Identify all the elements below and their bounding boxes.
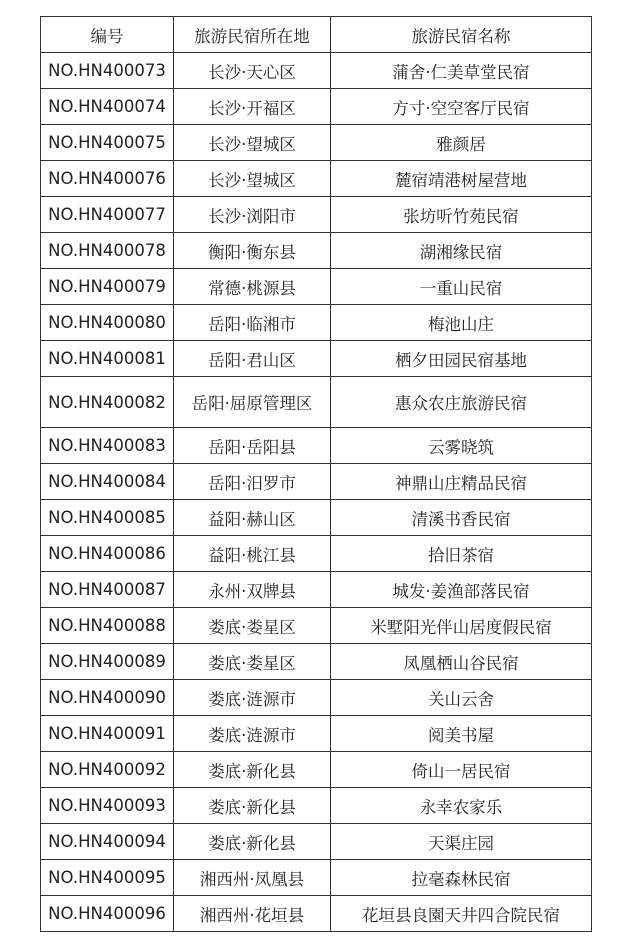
cell-location: 衡阳·衡东县 xyxy=(174,233,331,269)
cell-name: 张坊听竹苑民宿 xyxy=(331,197,592,233)
cell-number: NO.HN400080 xyxy=(41,305,174,341)
table-row xyxy=(41,896,592,932)
header-name: 旅游民宿名称 xyxy=(331,17,592,53)
cell-name: 麓宿靖港树屋营地 xyxy=(331,161,592,197)
cell-number: NO.HN400082 xyxy=(41,377,174,428)
cell-number: NO.HN400076 xyxy=(41,161,174,197)
cell-name: 凤凰栖山谷民宿 xyxy=(331,644,592,680)
cell-number: NO.HN400093 xyxy=(41,788,174,824)
cell-location: 常德·桃源县 xyxy=(174,269,331,305)
table-row xyxy=(41,341,592,377)
cell-name: 天渠庄园 xyxy=(331,824,592,860)
cell-name: 方寸·空空客厅民宿 xyxy=(331,89,592,125)
cell-name: 花垣县良園天井四合院民宿 xyxy=(331,896,592,932)
cell-number: NO.HN400091 xyxy=(41,716,174,752)
cell-location: 娄底·娄星区 xyxy=(174,608,331,644)
cell-name: 拉毫森林民宿 xyxy=(331,860,592,896)
homestay-table xyxy=(40,16,592,932)
table-row xyxy=(41,233,592,269)
table-body xyxy=(41,53,592,932)
cell-name: 蒲舍·仁美草堂民宿 xyxy=(331,53,592,89)
cell-name: 米墅阳光伴山居度假民宿 xyxy=(331,608,592,644)
cell-name: 城发·姜渔部落民宿 xyxy=(331,572,592,608)
cell-number: NO.HN400074 xyxy=(41,89,174,125)
cell-location: 娄底·新化县 xyxy=(174,752,331,788)
cell-number: NO.HN400077 xyxy=(41,197,174,233)
cell-number: NO.HN400094 xyxy=(41,824,174,860)
table-header-row xyxy=(41,17,592,53)
table-row xyxy=(41,500,592,536)
cell-number: NO.HN400081 xyxy=(41,341,174,377)
table-row xyxy=(41,572,592,608)
cell-location: 娄底·新化县 xyxy=(174,788,331,824)
table-row xyxy=(41,377,592,428)
cell-location: 娄底·新化县 xyxy=(174,824,331,860)
table-row xyxy=(41,680,592,716)
cell-location: 湘西州·凤凰县 xyxy=(174,860,331,896)
cell-location: 岳阳·君山区 xyxy=(174,341,331,377)
cell-name: 雅颜居 xyxy=(331,125,592,161)
cell-name: 云雾晓筑 xyxy=(331,428,592,464)
cell-location: 长沙·望城区 xyxy=(174,125,331,161)
table-row xyxy=(41,608,592,644)
cell-number: NO.HN400083 xyxy=(41,428,174,464)
cell-location: 岳阳·屈原管理区 xyxy=(174,377,331,428)
cell-number: NO.HN400090 xyxy=(41,680,174,716)
cell-location: 岳阳·汨罗市 xyxy=(174,464,331,500)
cell-location: 永州·双牌县 xyxy=(174,572,331,608)
cell-name: 拾旧茶宿 xyxy=(331,536,592,572)
cell-number: NO.HN400087 xyxy=(41,572,174,608)
cell-location: 岳阳·岳阳县 xyxy=(174,428,331,464)
table-row xyxy=(41,161,592,197)
cell-location: 长沙·望城区 xyxy=(174,161,331,197)
table-row xyxy=(41,464,592,500)
cell-number: NO.HN400095 xyxy=(41,860,174,896)
cell-name: 一重山民宿 xyxy=(331,269,592,305)
cell-number: NO.HN400092 xyxy=(41,752,174,788)
cell-number: NO.HN400073 xyxy=(41,53,174,89)
table-row xyxy=(41,716,592,752)
cell-name: 梅池山庄 xyxy=(331,305,592,341)
table-row xyxy=(41,428,592,464)
cell-location: 益阳·桃江县 xyxy=(174,536,331,572)
cell-location: 湘西州·花垣县 xyxy=(174,896,331,932)
header-location: 旅游民宿所在地 xyxy=(174,17,331,53)
cell-name: 阅美书屋 xyxy=(331,716,592,752)
cell-location: 益阳·赫山区 xyxy=(174,500,331,536)
table-row xyxy=(41,644,592,680)
cell-number: NO.HN400078 xyxy=(41,233,174,269)
table-row xyxy=(41,305,592,341)
table-row xyxy=(41,53,592,89)
cell-location: 岳阳·临湘市 xyxy=(174,305,331,341)
table-row xyxy=(41,269,592,305)
cell-name: 湖湘缘民宿 xyxy=(331,233,592,269)
cell-number: NO.HN400075 xyxy=(41,125,174,161)
cell-number: NO.HN400089 xyxy=(41,644,174,680)
table-row xyxy=(41,860,592,896)
cell-name: 倚山一居民宿 xyxy=(331,752,592,788)
table-row xyxy=(41,752,592,788)
cell-location: 长沙·天心区 xyxy=(174,53,331,89)
table-row xyxy=(41,89,592,125)
cell-location: 长沙·浏阳市 xyxy=(174,197,331,233)
table-row xyxy=(41,824,592,860)
table-row xyxy=(41,536,592,572)
cell-number: NO.HN400084 xyxy=(41,464,174,500)
cell-number: NO.HN400085 xyxy=(41,500,174,536)
cell-name: 关山云舍 xyxy=(331,680,592,716)
cell-name: 神鼎山庄精品民宿 xyxy=(331,464,592,500)
cell-number: NO.HN400079 xyxy=(41,269,174,305)
cell-number: NO.HN400088 xyxy=(41,608,174,644)
cell-location: 娄底·娄星区 xyxy=(174,644,331,680)
header-number: 编号 xyxy=(41,17,174,53)
cell-location: 娄底·涟源市 xyxy=(174,716,331,752)
table-row xyxy=(41,788,592,824)
table-row xyxy=(41,197,592,233)
cell-location: 娄底·涟源市 xyxy=(174,680,331,716)
cell-location: 长沙·开福区 xyxy=(174,89,331,125)
cell-name: 清溪书香民宿 xyxy=(331,500,592,536)
cell-name: 惠众农庄旅游民宿 xyxy=(331,377,592,428)
cell-name: 永幸农家乐 xyxy=(331,788,592,824)
cell-number: NO.HN400086 xyxy=(41,536,174,572)
cell-number: NO.HN400096 xyxy=(41,896,174,932)
table-row xyxy=(41,125,592,161)
cell-name: 栖夕田园民宿基地 xyxy=(331,341,592,377)
